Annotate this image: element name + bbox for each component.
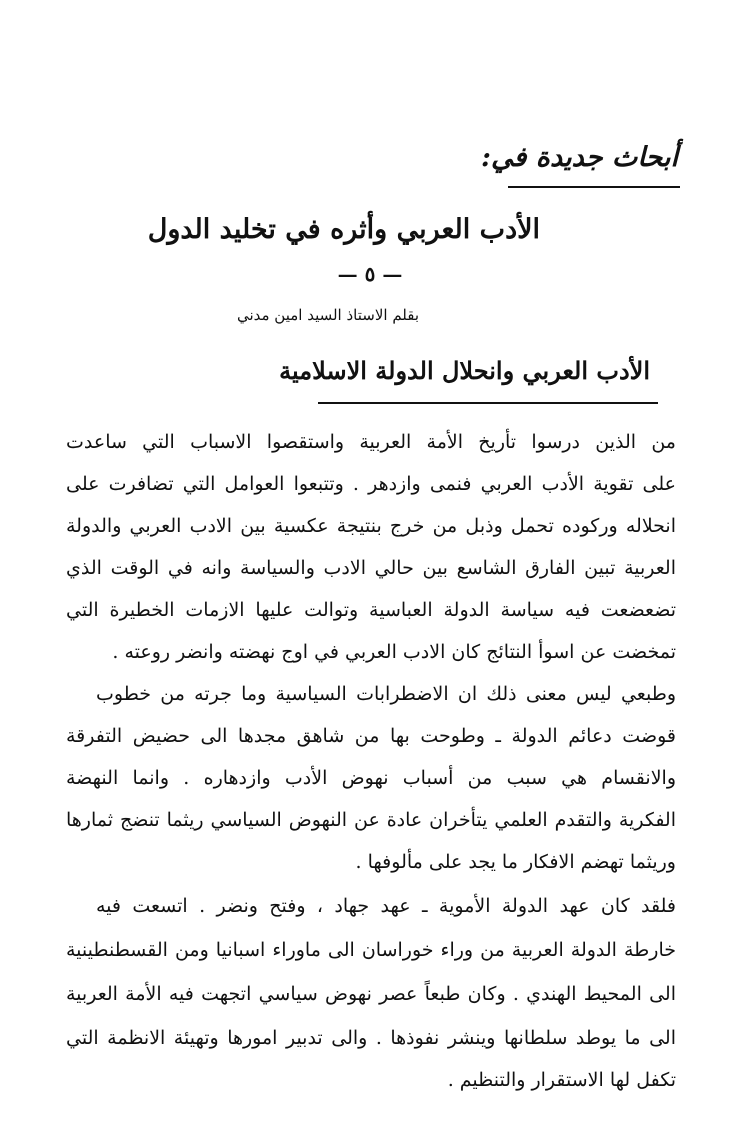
section-tag-underline [508,186,680,188]
body-line: تضعضعت فيه سياسة الدولة العباسية وتوالت عليها الازمات الخطيرة التي [66,599,676,621]
part-number: — ٥ — [337,262,403,286]
article-title: الأدب العربي وأثره في تخليد الدول [147,214,540,245]
body-line: الى المحيط الهندي . وكان طبعاً عصر نهوض سياسي اتجهت فيه الأمة العربية [66,983,676,1005]
body-line: وطبعي ليس معنى ذلك ان الاضطرابات السياسية وما جرته من خطوب [96,683,676,705]
body-line: قوضت دعائم الدولة ـ وطوحت بها من شاهق مجدها الى حضيض التفرقة [66,725,676,747]
body-line: خارطة الدولة العربية من وراء خوراسان الى ماوراء اسبانيا ومن القسطنطينية [66,939,676,961]
body-line: العربية تبين الفارق الشاسع بين حالي الادب والسياسة وانه في الوقت الذي [66,557,676,579]
body-line: تمخضت عن اسوأ النتائج كان الادب العربي في اوج نهضته وانضر روعته . [112,641,676,663]
body-line: والانقسام هي سبب من أسباب نهوض الأدب وازدهاره . وانما النهضة [66,767,676,789]
body-line: الى ما يوطد سلطانها وينشر نفوذها . والى تدبير امورها وتهيئة الانظمة التي [66,1027,676,1049]
body-line: على تقوية الأدب العربي فنمى وازدهر . وتتبعوا العوامل التي تضافرت على [66,473,676,495]
body-line: انحلاله وركوده تحمل وذبل من خرج بنتيجة عكسية بين الادب العربي والدولة [66,515,676,537]
body-line: الفكرية والتقدم العلمي يتأخران عادة عن النهوض السياسي ريثما تنضج ثمارها [66,809,676,831]
body-line: وريثما تهضم الافكار ما يجد على مألوفها . [355,851,676,873]
byline: بقلم الاستاذ السيد امين مدني [236,306,420,324]
section-subheading: الأدب العربي وانحلال الدولة الاسلامية [279,356,650,385]
body-line: من الذين درسوا تأريخ الأمة العربية واستقصوا الاسباب التي ساعدت [66,431,676,453]
section-tag: أبحاث جديدة في: [481,142,678,173]
body-line: فلقد كان عهد الدولة الأموية ـ عهد جهاد ، وفتح ونضر . اتسعت فيه [96,895,676,917]
subheading-underline [318,402,658,404]
body-line: تكفل لها الاستقرار والتنظيم . [447,1069,676,1091]
